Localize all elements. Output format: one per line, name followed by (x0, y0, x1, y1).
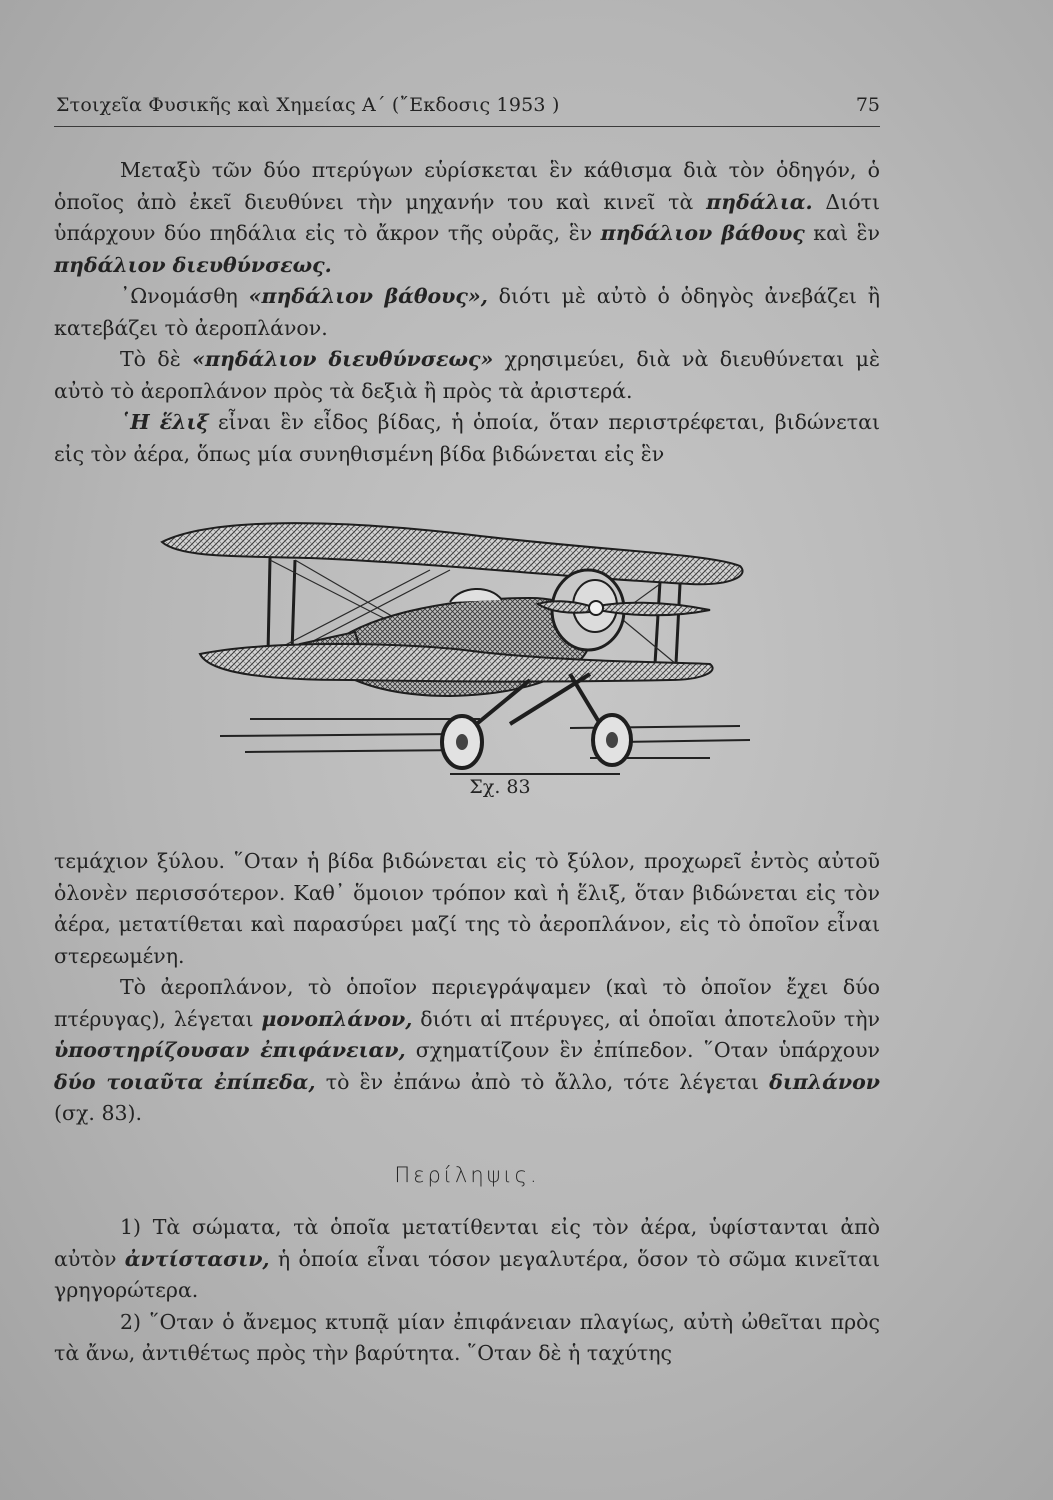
paragraph-screw-analogy: τεμάχιον ξύλου. ῞Οταν ἡ βίδα βιδώνεται εἰς τὸ ξύλον, προχωρεῖ ἐντὸς αὐτοῦ ὁλονὲν περισσότερον. Καθ᾽ ὅμοιον τρόπον καὶ ἡ ἕλιξ, ὅταν βιδώνεται εἰς τὸν ἀέρα, μετατίθεται καὶ παρασύρει μαζί της τὸ ἀεροπλάνον, εἰς τὸ ὁποῖον εἶναι στερεωμένη. (54, 849, 880, 968)
figure-caption: Σχ. 83 (469, 776, 531, 798)
term-supporting-surface: ὑποστηρίζουσαν ἐπιφάνειαν, (54, 1038, 406, 1062)
page-number: 75 (855, 94, 880, 116)
summary-text (54, 1212, 880, 1370)
term-propeller: ῾Η ἕλιξ (120, 410, 209, 434)
paragraph-seat-rudders: Μεταξὺ τῶν δύο πτερύγων εὑρίσκεται ἓν κάθισμα διὰ τὸν ὁδηγόν, ὁ ὁποῖος ἀπὸ ἐκεῖ διευθύνει τὴν μηχανήν του καὶ κινεῖ τὰ πηδάλια. Διότι ὑπάρχουν δύο πηδάλια εἰς τὸ ἄκρον τῆς οὐρᾶς, ἓν πηδάλιον βάθους καὶ ἓν πηδάλιον διευθύνσεως. (54, 158, 880, 277)
wheels (442, 715, 631, 768)
paragraph-elevator: ᾿Ωνομάσθη «πηδάλιον βάθους», διότι μὲ αὐτὸ ὁ ὁδηγὸς ἀνεβάζει ἢ κατεβάζει τὸ ἀεροπλάνον. (54, 284, 880, 340)
term-rudders: πηδάλια. (706, 189, 813, 214)
paragraph-propeller: ῾Η ἕλιξ εἶναι ἓν εἶδος βίδας, ἡ ὁποία, ὅταν περιστρέφεται, βιδώνεται εἰς τὸν ἀέρα, ὅπως μία συνηθισμένη βίδα βιδώνεται εἰς ἓν (54, 410, 880, 466)
term-rudder-quoted: «πηδάλιον διευθύνσεως» (192, 347, 494, 371)
body-text-upper (54, 155, 880, 470)
term-elevator: πηδάλιον βάθους (600, 221, 805, 245)
term-two-planes: δύο τοιαῦτα ἐπίπεδα, (54, 1069, 316, 1094)
term-elevator-quoted: «πηδάλιον βάθους», (248, 284, 488, 308)
lower-wing (200, 644, 713, 682)
summary-item-1: 1) Τὰ σώματα, τὰ ὁποῖα μετατίθενται εἰς τὸν ἀέρα, ὑφίστανται ἀπὸ αὐτὸν ἀντίστασιν, ἡ ὁποία εἶναι τόσον μεγαλυτέρα, ὅσον τὸ σῶμα κινεῖται γρηγορώτερα. (54, 1215, 881, 1302)
body-text-lower (54, 846, 880, 1130)
biplane-illustration (150, 514, 750, 804)
header-title: Στοιχεῖα Φυσικῆς καὶ Χημείας Α΄ (῎Εκδοσις 1953 ) (56, 94, 560, 116)
paragraph-rudder: Τὸ δὲ «πηδάλιον διευθύνσεως» χρησιμεύει, διὰ νὰ διευθύνεται μὲ αὐτὸ τὸ ἀεροπλάνον πρὸς τὰ δεξιὰ ἢ πρὸς τὰ ἀριστερά. (54, 347, 880, 403)
summary-item-2: 2) ῞Οταν ὁ ἄνεμος κτυπᾷ μίαν ἐπιφάνειαν πλαγίως, αὐτὴ ὠθεῖται πρὸς τὰ ἄνω, ἀντιθέτως πρὸς τὴν βαρύτητα. ῞Οταν δὲ ἡ ταχύτης (54, 1309, 880, 1365)
ground-lines (220, 719, 750, 774)
running-header (54, 92, 880, 127)
term-monoplane: μονοπλάνον, (261, 1006, 413, 1031)
term-biplane: διπλάνον (769, 1069, 881, 1094)
term-resistance: ἀντίστασιν, (124, 1246, 270, 1271)
term-rudder: πηδάλιον διευθύνσεως. (54, 252, 332, 277)
cockpit (450, 589, 502, 602)
summary-heading: Περίληψις. (394, 1163, 540, 1187)
upper-wing (162, 523, 743, 584)
propeller (538, 601, 710, 615)
paragraph-monoplane-biplane: Τὸ ἀεροπλάνον, τὸ ὁποῖον περιεγράψαμεν (καὶ τὸ ὁποῖον ἔχει δύο πτέρυγας), λέγεται μονοπλάνον, διότι αἱ πτέρυγες, αἱ ὁποῖαι ἀποτελοῦν τὴν ὑποστηρίζουσαν ἐπιφάνειαν, σχηματίζουν ἓν ἐπίπεδον. ῞Οταν ὑπάρχουν δύο τοιαῦτα ἐπίπεδα, τὸ ἓν ἐπάνω ἀπὸ τὸ ἄλλο, τότε λέγεται διπλάνον (σχ. 83). (54, 975, 881, 1125)
